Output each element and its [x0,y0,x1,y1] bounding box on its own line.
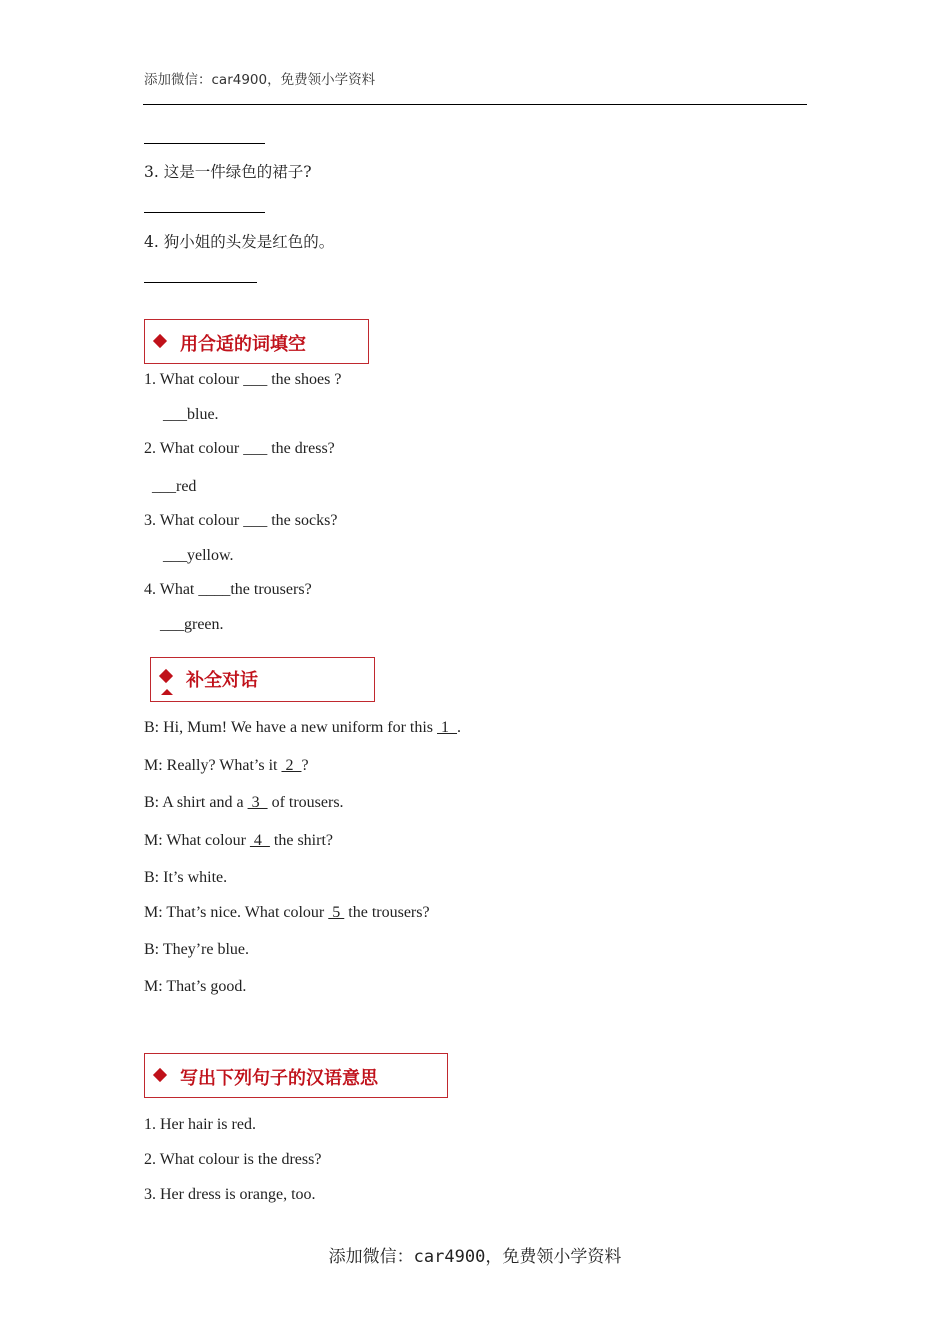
cn-item-3: 3. 这是一件绿色的裙子? [144,163,312,181]
dialogue-line-7: B: They’re blue. [144,941,250,958]
fill-question-2: 2. What colour ___ the dress? [144,440,335,457]
diamond-icon [153,334,167,348]
translate-item-2: 2. What colour is the dress? [144,1151,322,1168]
cn-item-4: 4. 狗小姐的头发是红色的。 [144,233,335,251]
section-header-dialogue [150,657,375,702]
dialogue-line-6: M: That’s nice. What colour 5 the trousers? [144,904,430,921]
fill-question-4: 4. What ____the trousers? [144,581,312,598]
header-rule [143,104,807,105]
diamond-icon [159,669,173,683]
fill-answer-3: ___yellow. [163,547,234,564]
blank-3: 3 [247,794,268,811]
dialogue-line-1: B: Hi, Mum! We have a new uniform for this 1 . [144,719,462,736]
page-footer: 添加微信：car4900，免费领小学资料 [328,1247,622,1267]
diamond-icon [153,1068,167,1082]
section-title: 用合适的词填空 [180,334,306,355]
fill-answer-2: ___red [152,478,197,495]
blank-2: 2 [281,757,302,774]
triangle-icon [161,689,173,695]
page-header: 添加微信：car4900，免费领小学资料 [144,72,376,88]
dialogue-line-8: M: That’s good. [144,978,247,995]
answer-line [144,143,265,144]
blank-4: 4 [249,832,270,849]
section-header-fill [144,319,369,364]
section-title: 补全对话 [186,670,258,691]
section-title: 写出下列句子的汉语意思 [180,1068,378,1089]
dialogue-line-3: B: A shirt and a 3 of trousers. [144,794,344,811]
answer-line [144,212,265,213]
blank-5: 5 [328,904,345,921]
translate-item-1: 1. Her hair is red. [144,1116,256,1133]
fill-question-1: 1. What colour ___ the shoes ? [144,371,342,388]
dialogue-line-5: B: It’s white. [144,869,228,886]
section-header-translate [144,1053,448,1098]
fill-answer-1: ___blue. [163,406,219,423]
dialogue-line-4: M: What colour 4 the shirt? [144,832,333,849]
fill-question-3: 3. What colour ___ the socks? [144,512,338,529]
translate-item-3: 3. Her dress is orange, too. [144,1186,316,1203]
fill-answer-4: ___green. [160,616,224,633]
dialogue-line-2: M: Really? What’s it 2 ? [144,757,309,774]
blank-1: 1 [437,719,458,736]
answer-line [144,282,257,283]
